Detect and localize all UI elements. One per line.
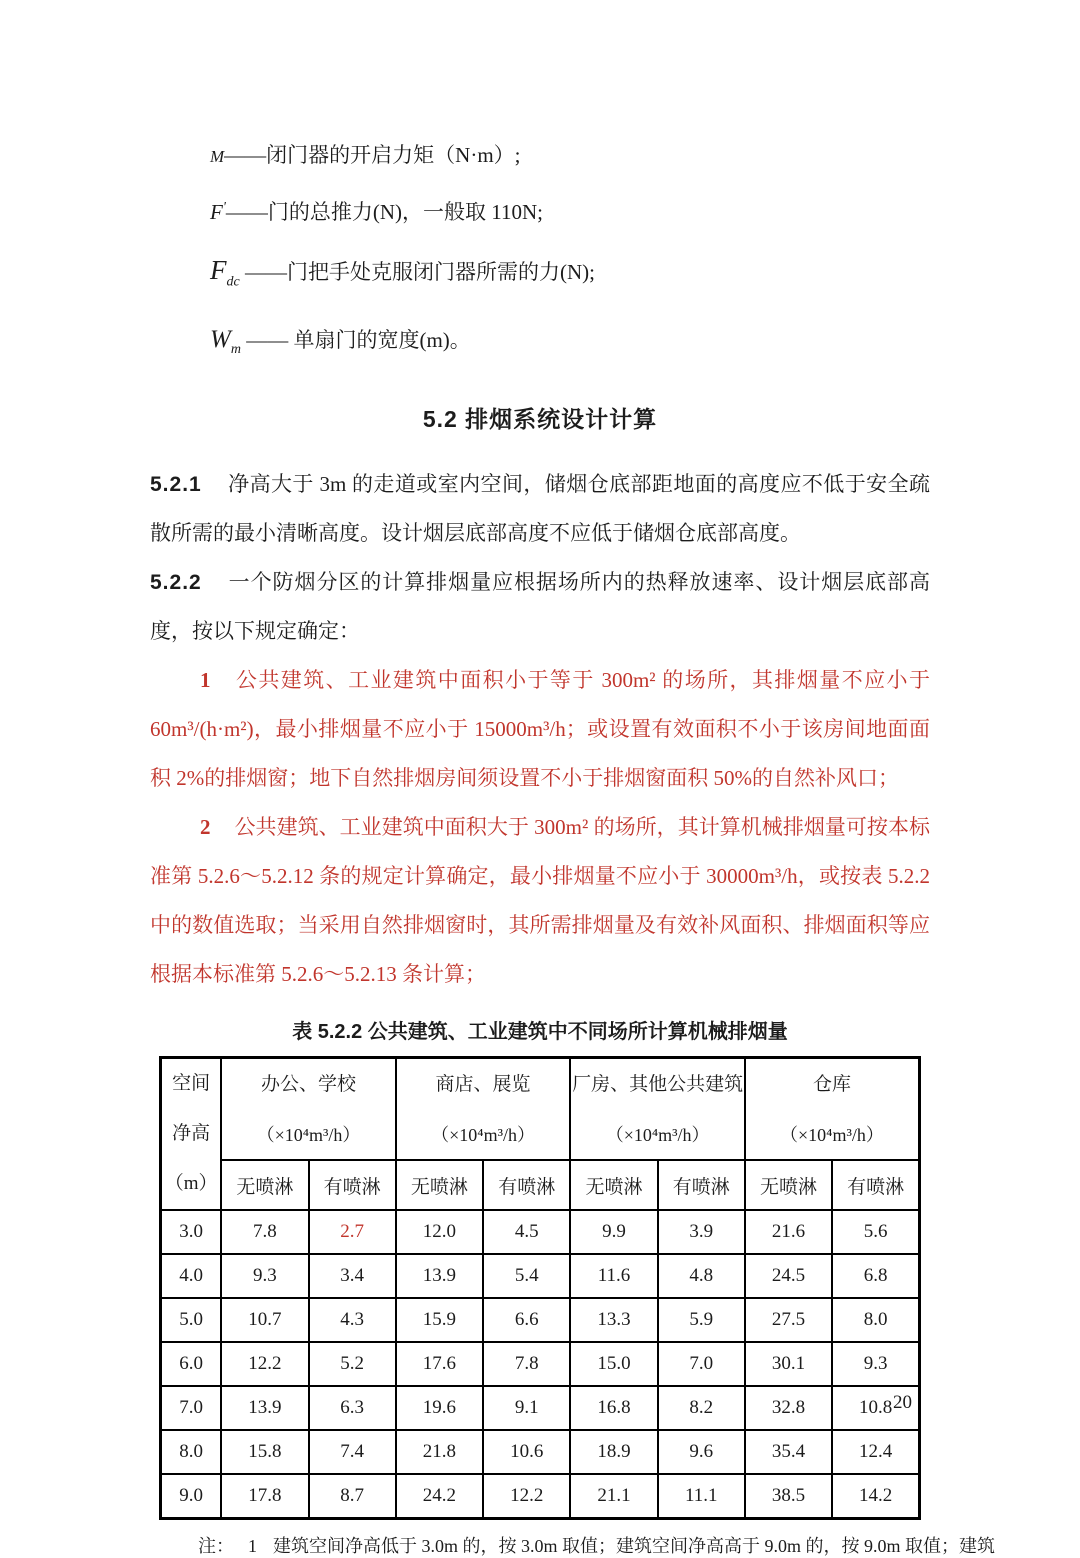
table-value-cell: 16.8 xyxy=(570,1386,657,1430)
table-row xyxy=(161,1342,920,1386)
table-body xyxy=(161,1210,920,1519)
table-value-cell: 10.7 xyxy=(221,1298,308,1342)
table-value-cell: 12.0 xyxy=(396,1210,483,1254)
corner-line: 空间 xyxy=(172,1073,211,1095)
subheader-sprinkler: 有喷淋 xyxy=(309,1160,396,1210)
table-row xyxy=(161,1474,920,1519)
table-value-cell: 9.9 xyxy=(570,1210,657,1254)
note-text: 建筑空间净高低于 3.0m 的，按 3.0m 取值；建筑空间净高高于 9.0m 的，按 9.0m 取值；建筑 xyxy=(273,1536,996,1557)
definition-line-Wm xyxy=(210,323,930,367)
table-value-cell: 18.9 xyxy=(570,1430,657,1474)
table-value-cell: 13.9 xyxy=(221,1386,308,1430)
item-text: 公共建筑、工业建筑中面积小于等于 300m² 的场所，其排烟量不应小于 60m³/(h·m²)，最小排烟量不应小于 15000m³/h；或设置有效面积不小于该房间地面面积 2%的排烟窗；地下自然排烟房间须设置不小于排烟窗面积 50%的自然补风口； xyxy=(150,668,930,791)
table-value-cell: 21.8 xyxy=(396,1430,483,1474)
table-value-cell: 5.2 xyxy=(309,1342,396,1386)
page-number: 20 xyxy=(893,1392,912,1413)
corner-line: 净高 xyxy=(172,1123,211,1145)
row-clear-height-cell: 3.0 xyxy=(161,1210,222,1254)
definition-text: ——闭门器的开启力矩（N·m）; xyxy=(224,143,521,167)
note-number: 1 xyxy=(248,1536,257,1557)
definition-line-F-prime xyxy=(210,191,930,229)
table-value-cell: 11.6 xyxy=(570,1254,657,1298)
table-caption: 表 5.2.2 公共建筑、工业建筑中不同场所计算机械排烟量 xyxy=(292,1021,788,1044)
group-header-office-school xyxy=(221,1058,396,1161)
red-item-2 xyxy=(150,803,930,999)
table-value-cell: 9.1 xyxy=(483,1386,570,1430)
table-value-cell: 2.7 xyxy=(309,1210,396,1254)
table-value-cell: 11.1 xyxy=(658,1474,745,1519)
row-clear-height-cell: 8.0 xyxy=(161,1430,222,1474)
group-unit: （×10⁴m³/h） xyxy=(256,1125,361,1146)
group-name: 仓库 xyxy=(812,1074,851,1096)
table-value-cell: 21.6 xyxy=(745,1210,832,1254)
table-row xyxy=(161,1298,920,1342)
table-row xyxy=(161,1254,920,1298)
subheader-no-sprinkler: 无喷淋 xyxy=(221,1160,308,1210)
table-value-cell: 15.8 xyxy=(221,1430,308,1474)
table-row xyxy=(161,1210,920,1254)
table-value-cell: 15.9 xyxy=(396,1298,483,1342)
subheader-no-sprinkler: 无喷淋 xyxy=(570,1160,657,1210)
table-note xyxy=(198,1532,996,1558)
clause-number: 5.2.1 xyxy=(150,473,202,497)
group-unit: （×10⁴m³/h） xyxy=(605,1125,710,1146)
table-row xyxy=(161,1386,920,1430)
table-value-cell: 4.3 xyxy=(309,1298,396,1342)
table-value-cell: 7.0 xyxy=(658,1342,745,1386)
table-value-cell: 9.3 xyxy=(832,1342,919,1386)
table-header-row-groups xyxy=(161,1058,920,1161)
definition-line-M xyxy=(210,138,930,174)
table-value-cell: 15.0 xyxy=(570,1342,657,1386)
red-item-1 xyxy=(150,656,930,803)
row-clear-height-cell: 9.0 xyxy=(161,1474,222,1519)
table-value-cell: 5.9 xyxy=(658,1298,745,1342)
symbol-F-prime: F' xyxy=(210,200,226,224)
subheader-sprinkler: 有喷淋 xyxy=(832,1160,919,1210)
section-heading: 5.2 排烟系统设计计算 xyxy=(422,406,658,433)
table-value-cell: 5.6 xyxy=(832,1210,919,1254)
subheader-sprinkler: 有喷淋 xyxy=(658,1160,745,1210)
item-number: 2 xyxy=(200,815,211,840)
group-header-shop-exhibition xyxy=(396,1058,571,1161)
table-value-cell: 8.0 xyxy=(832,1298,919,1342)
table-value-cell: 9.3 xyxy=(221,1254,308,1298)
table-value-cell: 10.8 xyxy=(832,1386,919,1430)
table-value-cell: 27.5 xyxy=(745,1298,832,1342)
subheader-sprinkler: 有喷淋 xyxy=(483,1160,570,1210)
table-row xyxy=(161,1430,920,1474)
table-value-cell: 6.8 xyxy=(832,1254,919,1298)
table-value-cell: 8.7 xyxy=(309,1474,396,1519)
table-value-cell: 7.4 xyxy=(309,1430,396,1474)
definition-text: ——门把手处克服闭门器所需的力(N); xyxy=(244,260,595,284)
table-value-cell: 13.9 xyxy=(396,1254,483,1298)
table-value-cell: 4.5 xyxy=(483,1210,570,1254)
table-value-cell: 3.9 xyxy=(658,1210,745,1254)
table-value-cell: 5.4 xyxy=(483,1254,570,1298)
row-clear-height-cell: 7.0 xyxy=(161,1386,222,1430)
table-value-cell: 7.8 xyxy=(221,1210,308,1254)
table-value-cell: 13.3 xyxy=(570,1298,657,1342)
definition-text: —— 单扇门的宽度(m)。 xyxy=(246,328,471,353)
subheader-no-sprinkler: 无喷淋 xyxy=(745,1160,832,1210)
definition-line-Fdc xyxy=(210,253,930,299)
table-value-cell: 14.2 xyxy=(832,1474,919,1519)
symbol-Wm: $W_m$ xyxy=(210,326,241,358)
group-unit: （×10⁴m³/h） xyxy=(780,1125,884,1146)
table-value-cell: 3.4 xyxy=(309,1254,396,1298)
table-value-cell: 8.2 xyxy=(658,1386,745,1430)
group-header-warehouse xyxy=(745,1058,920,1161)
table-value-cell: 12.2 xyxy=(221,1342,308,1386)
subheader-no-sprinkler: 无喷淋 xyxy=(396,1160,483,1210)
table-value-cell: 4.8 xyxy=(658,1254,745,1298)
symbol-definitions xyxy=(150,138,930,367)
table-value-cell: 17.8 xyxy=(221,1474,308,1519)
item-number: 1 xyxy=(200,668,211,693)
clause-5-2-1 xyxy=(150,460,930,558)
table-value-cell: 7.8 xyxy=(483,1342,570,1386)
row-clear-height-cell: 4.0 xyxy=(161,1254,222,1298)
note-prefix: 注： xyxy=(198,1536,234,1557)
table-value-cell: 21.1 xyxy=(570,1474,657,1519)
table-value-cell: 35.4 xyxy=(745,1430,832,1474)
symbol-M: M xyxy=(210,147,225,166)
definition-text: ——门的总推力(N)，一般取 110N; xyxy=(225,200,543,224)
clause-5-2-2 xyxy=(150,558,930,656)
table-value-cell: 6.3 xyxy=(309,1386,396,1430)
table-value-cell: 30.1 xyxy=(745,1342,832,1386)
group-unit: （×10⁴m³/h） xyxy=(431,1125,535,1146)
group-header-factory-public xyxy=(570,1058,745,1161)
corner-line: （m） xyxy=(164,1173,218,1195)
clause-text: 一个防烟分区的计算排烟量应根据场所内的热释放速率、设计烟层底部高度，按以下规定确定： xyxy=(150,570,930,644)
table-value-cell: 6.6 xyxy=(483,1298,570,1342)
clause-text: 净高大于 3m 的走道或室内空间，储烟仓底部距地面的高度应不低于安全疏散所需的最小清晰高度。设计烟层底部高度不应低于储烟仓底部高度。 xyxy=(150,472,930,546)
symbol-Fdc: $F_{dc}$ xyxy=(210,255,240,290)
table-value-cell: 17.6 xyxy=(396,1342,483,1386)
smoke-exhaust-table xyxy=(159,1056,921,1520)
group-name: 办公、学校 xyxy=(260,1074,356,1096)
row-clear-height-cell: 5.0 xyxy=(161,1298,222,1342)
group-name: 商店、展览 xyxy=(435,1074,531,1096)
group-name: 厂房、其他公共建筑 xyxy=(572,1074,744,1096)
table-value-cell: 10.6 xyxy=(483,1430,570,1474)
table-value-cell: 38.5 xyxy=(745,1474,832,1519)
table-value-cell: 19.6 xyxy=(396,1386,483,1430)
table-value-cell: 24.5 xyxy=(745,1254,832,1298)
clause-number: 5.2.2 xyxy=(150,571,202,595)
table-header-row-sprinkler xyxy=(161,1160,920,1210)
table-value-cell: 24.2 xyxy=(396,1474,483,1519)
table-value-cell: 12.2 xyxy=(483,1474,570,1519)
table-value-cell: 12.4 xyxy=(832,1430,919,1474)
row-clear-height-cell: 6.0 xyxy=(161,1342,222,1386)
item-text: 公共建筑、工业建筑中面积大于 300m² 的场所，其计算机械排烟量可按本标准第 5.2.6～5.2.12 条的规定计算确定，最小排烟量不应小于 30000m³/h，或按表 5.2.2 中的数值选取；当采用自然排烟窗时，其所需排烟量及有效补风面积、排烟面积等应根据本标准第 5.2.6～5.2.13 条计算； xyxy=(150,815,930,987)
table-value-cell: 32.8 xyxy=(745,1386,832,1430)
corner-header-cell xyxy=(161,1058,222,1211)
table-value-cell: 9.6 xyxy=(658,1430,745,1474)
